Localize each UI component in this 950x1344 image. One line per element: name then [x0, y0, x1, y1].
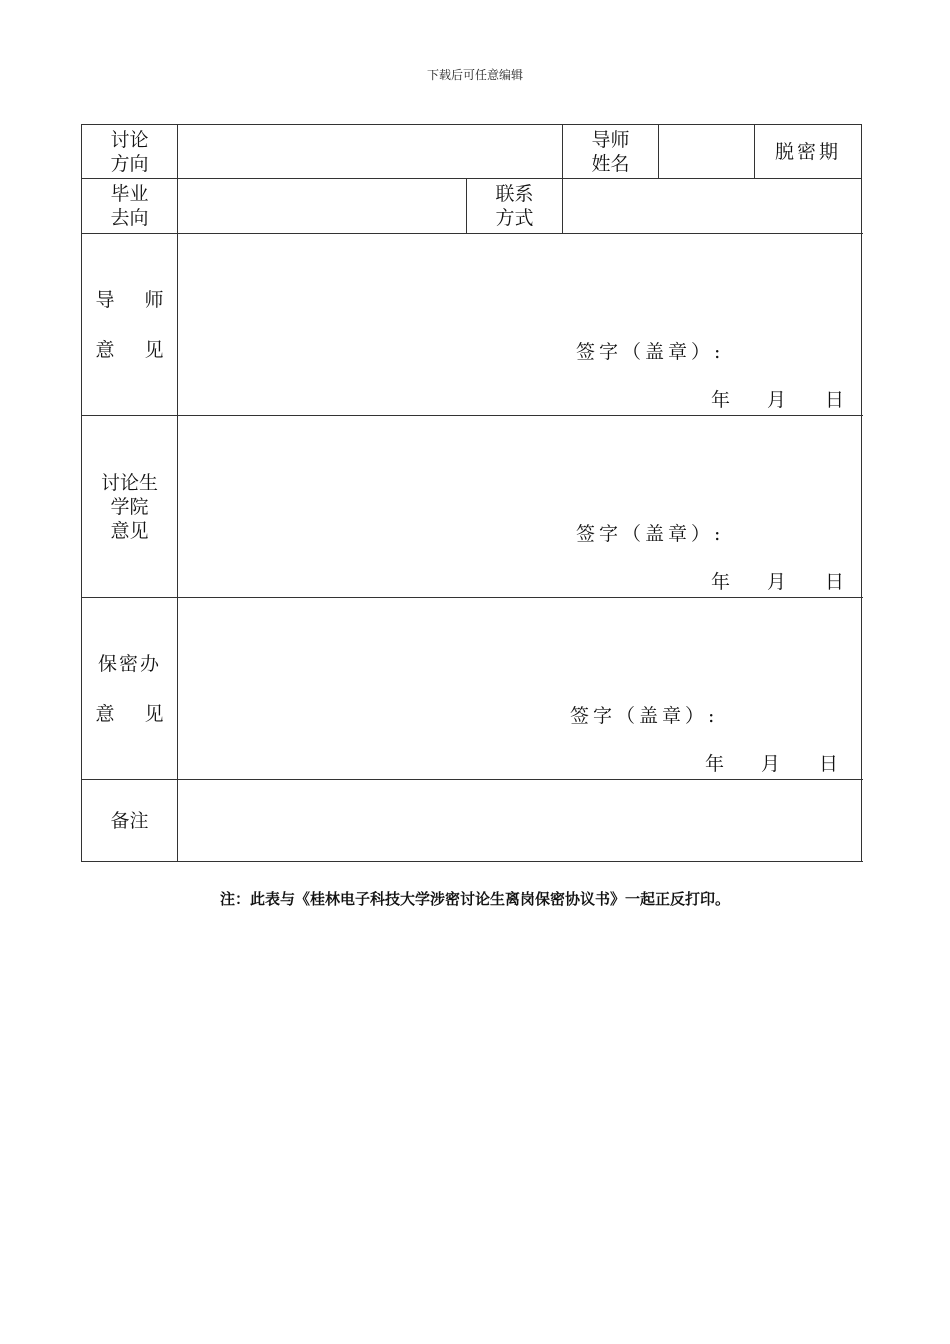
- row-direction-advisor: [82, 125, 862, 179]
- remarks-field[interactable]: [178, 780, 862, 862]
- employment-label: 毕业 去向: [82, 179, 178, 234]
- security-office-opinion-label: 保密办 意 见: [82, 598, 178, 780]
- header-note: 下载后可任意编辑: [426, 68, 523, 82]
- advisor-name-label: 导师 姓名: [563, 125, 659, 179]
- employment-field[interactable]: [178, 179, 467, 234]
- college-signature-label: 签字（盖章）:: [576, 523, 725, 545]
- security-office-signature-label: 签字（盖章）:: [570, 705, 719, 727]
- row-college-opinion: [82, 416, 862, 598]
- advisor-name-field[interactable]: [659, 125, 755, 179]
- advisor-signature-label: 签字（盖章）:: [576, 341, 725, 363]
- declassify-period-label: 脱密期: [755, 125, 862, 179]
- advisor-opinion-label: 导 师 意 见: [82, 234, 178, 416]
- footnote: 注：此表与《桂林电子科技大学涉密讨论生离岗保密协议书》一起正反打印。: [219, 890, 730, 908]
- college-opinion-field[interactable]: 签字（盖章）: 年 月 日: [178, 416, 862, 598]
- departure-form-table: [81, 124, 862, 862]
- contact-field[interactable]: [563, 179, 862, 234]
- row-employment-contact: [82, 179, 862, 234]
- research-direction-label: 讨论 方向: [82, 125, 178, 179]
- row-remarks: [82, 780, 862, 862]
- row-advisor-opinion: [82, 234, 862, 416]
- row-security-office-opinion: [82, 598, 862, 780]
- advisor-opinion-field[interactable]: 签字（盖章）: 年 月 日: [178, 234, 862, 416]
- security-office-opinion-field[interactable]: 签字（盖章）: 年 月 日: [178, 598, 862, 780]
- college-opinion-label: 讨论生 学院 意见: [82, 416, 178, 598]
- contact-label: 联系 方式: [467, 179, 563, 234]
- remarks-label: 备注: [82, 780, 178, 862]
- research-direction-field[interactable]: [178, 125, 563, 179]
